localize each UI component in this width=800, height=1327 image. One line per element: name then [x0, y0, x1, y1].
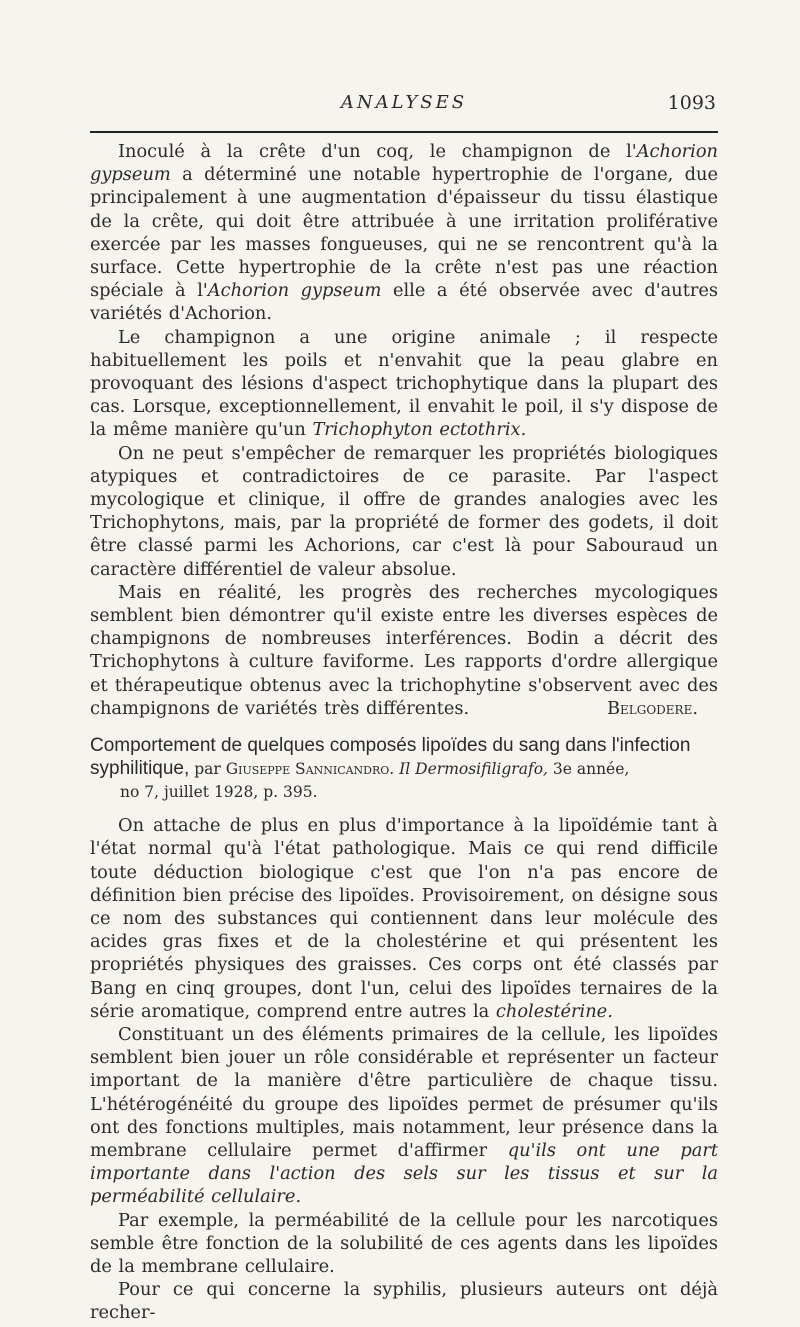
paragraph-7: Par exemple, la perméabilité de la cellule pour les narcotiques semble être fonction de la solubilité de ces agents dans les lipoïdes de la membrane cellulaire. [90, 1209, 718, 1277]
article-details: 3e année, [547, 760, 630, 779]
italic-term: cholestérine. [495, 1000, 613, 1022]
paragraph-4: Mais en réalité, les progrès des recherches mycologiques semblent bien démontrer qu'il existe entre les diverses espèces de champignons de nombreuses interférences. Bodin a décrit des Trichophytons à culture faviforme. Les rapports d'ordre allergique et thérapeutique obtenus avec la trichophytine s'observent avec des champignons de variétés très différentes. [90, 581, 718, 719]
by-text: par [189, 760, 226, 779]
paragraph-2 [90, 326, 718, 442]
article-details-2: no 7, juillet 1928, p. 395. [120, 783, 318, 802]
paragraph-3: On ne peut s'empêcher de remarquer les propriétés biologiques atypiques et contradictoires de ce parasite. Par l'aspect mycologique et clinique, il offre de grandes analogies avec les Trichophytons, mais, par la propriété de former des godets, il doit être classé parmi les Achorions, car c'est là pour Sabouraud un caractère différentiel de valeur absolue. [90, 442, 718, 580]
article-heading [90, 734, 718, 804]
text-run: Inoculé à la crête d'un coq, le champignon de l' [118, 141, 637, 162]
paragraph-8: Pour ce qui concerne la syphilis, plusieurs auteurs ont déjà recher- [90, 1279, 718, 1324]
page-number: 1093 [667, 92, 716, 114]
species-name: Achorion gypseum [90, 141, 718, 186]
reviewer-signature: Belgodere. [606, 697, 698, 719]
article-author: Giuseppe Sannicandro. [225, 760, 395, 779]
paragraph-5 [90, 814, 718, 1023]
species-name: Trichophyton ectothrix. [312, 419, 527, 441]
page-header [90, 92, 718, 132]
page-body [90, 140, 718, 1325]
text-run: On attache de plus en plus d'importance à la lipoïdémie tant à l'état normal qu'à l'état pathologique. Mais ce qui rend difficile toute déduction biologique c'est que l'on n'a pas encore de définition bien précise des lipoïdes. Provisoirement, on désigne sous ce nom des substances qui contiennent dans leur molécule des acides gras fixes et de la cholestérine et qui présentent les propriétés physiques des graisses. Ces corps ont été classés par Bang en cinq groupes, dont l'un, celui des lipoïdes ternaires de la série aromatique, comprend entre autres la [90, 815, 718, 1022]
journal-name: Il Dermosifiligrafo, [399, 760, 548, 779]
italic-phrase: qu'ils ont une part importante dans l'action des sels sur les tissus et sur la perméabilité cellulaire. [90, 1139, 718, 1208]
running-head: ANALYSES [340, 92, 468, 113]
paragraph-1 [90, 140, 718, 326]
text-run: elle a été observée avec d'autres variétés d'Achorion. [90, 280, 718, 325]
header-rule [90, 131, 718, 133]
text-run: Constituant un des éléments primaires de la cellule, les lipoïdes semblent bien jouer un rôle considérable et représenter un facteur important de la manière d'être particulière de chaque tissu. L'hétérogénéité du groupe des lipoïdes permet de présumer qu'ils ont des fonctions multiples, mais notamment, leur présence dans la membrane cellulaire permet d'affirmer [90, 1023, 718, 1161]
article-title: Comportement de quelques composés lipoïdes du sang dans l'infection syphilitique, [90, 735, 691, 780]
text-run: a déterminé une notable hypertrophie de l'organe, due principalement à une augmentation d'épaisseur du tissu élastique de la crête, qui doit être attribuée à une irritation proliférative exercée par les masses fongueuses, qui ne se rencontrent qu'à la surface. Cette hypertrophie de la crête n'est pas une réaction spéciale à l' [90, 164, 718, 302]
text-run: Le champignon a une origine animale ; il respecte habituellement les poils et n'envahit que la peau glabre en provoquant des lésions d'aspect trichophytique dans la plupart des cas. Lorsque, exceptionnellement, il envahit le poil, il s'y dispose de la même manière qu'un [90, 326, 718, 441]
species-name: Achorion gypseum [207, 280, 382, 302]
paragraph-6 [90, 1023, 718, 1209]
